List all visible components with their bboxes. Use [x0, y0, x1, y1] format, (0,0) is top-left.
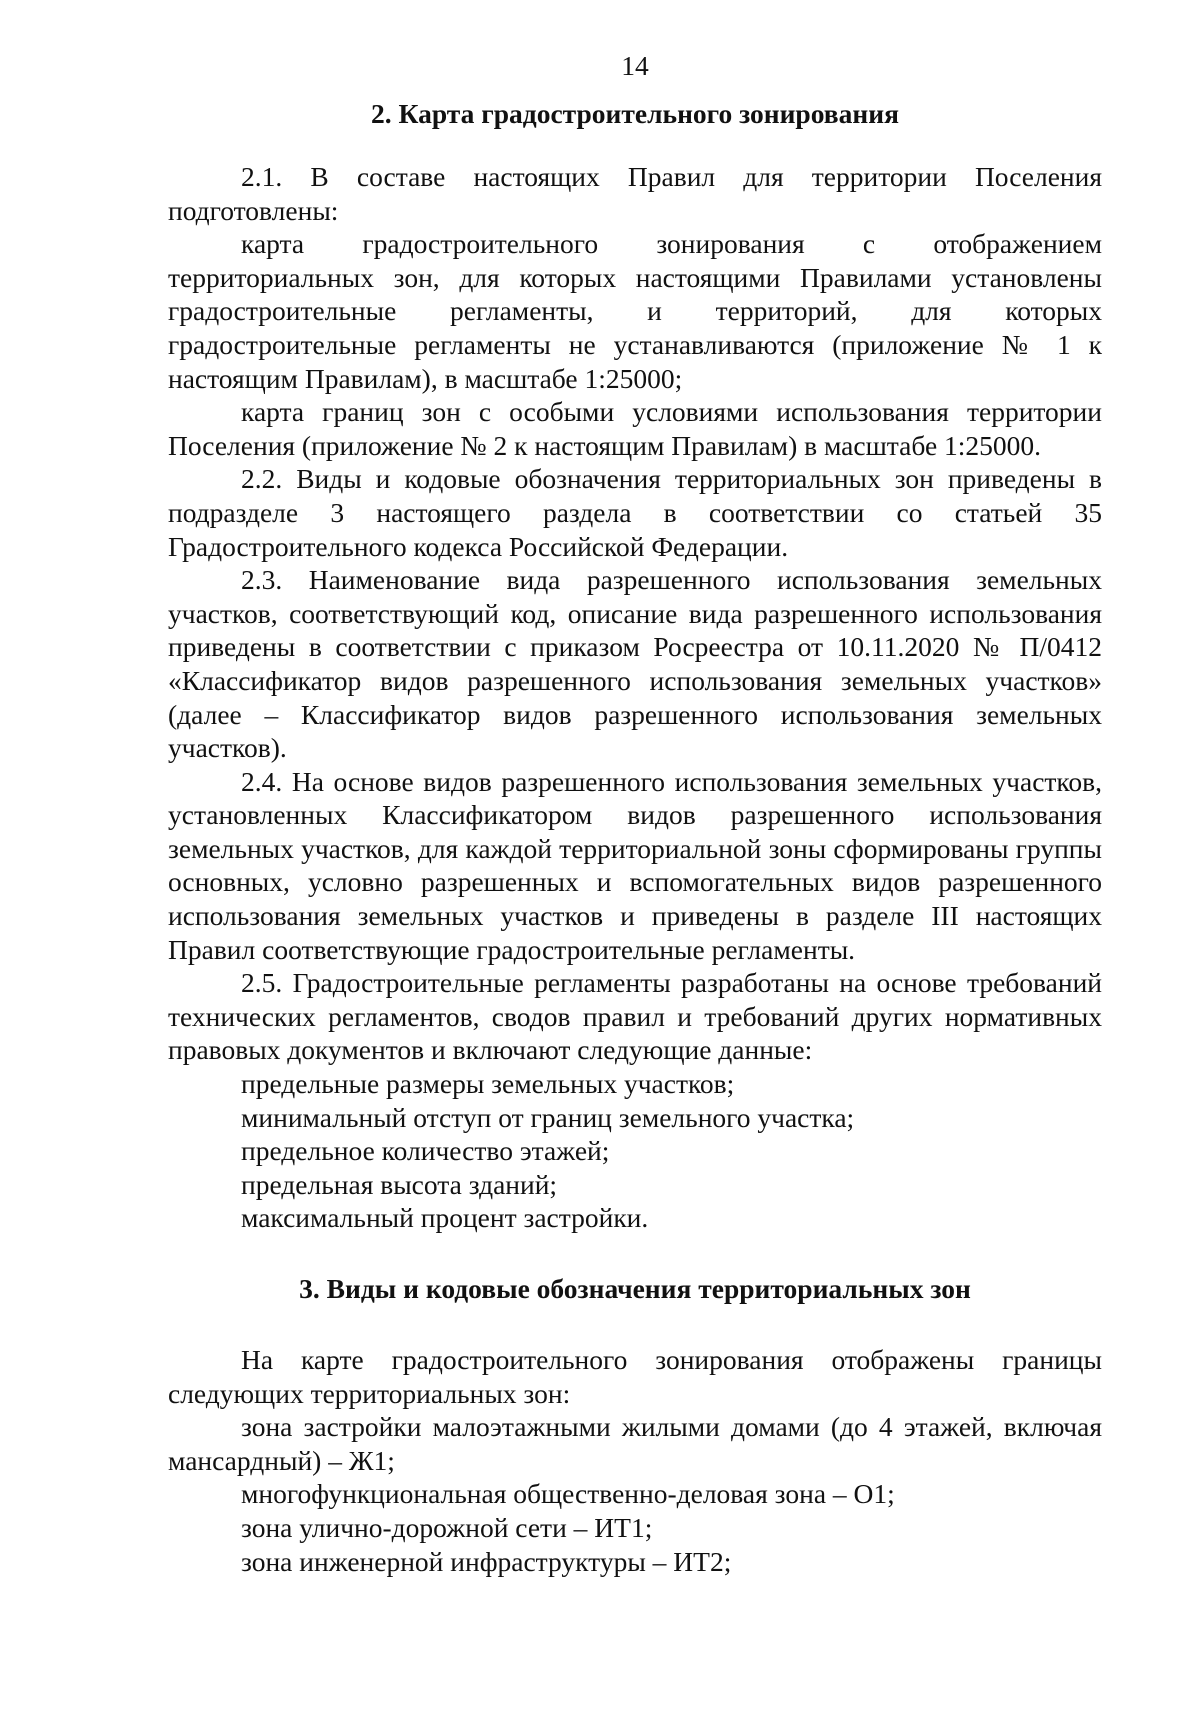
paragraph-map-zoning: карта градостроительного зонирования с отображением территориальных зон, для которых настоящими Правилами установлены градостроительные регламенты, и территорий, для которых градостроительные регламенты не устанавливаются (приложение № 1 к настоящим Правилам), в масштабе 1:25000; — [168, 228, 1102, 394]
zone-item-zh1: зона застройки малоэтажными жилыми домами (до 4 этажей, включая мансардный) – Ж1; — [168, 1411, 1102, 1476]
list-item-setback: минимальный отступ от границ земельного участка; — [241, 1101, 855, 1133]
paragraph-map-special-zones: карта границ зон с особыми условиями использования территории Поселения (приложение № 2 к настоящим Правилам) в масштабе 1:25000. — [168, 396, 1102, 461]
zone-item-it2: зона инженерной инфраструктуры – ИТ2; — [241, 1545, 732, 1577]
page-number: 14 — [621, 50, 649, 81]
list-item-floors: предельное количество этажей; — [241, 1135, 610, 1167]
paragraph-zones-intro: На карте градостроительного зонирования отображены границы следующих территориальных зон: — [168, 1344, 1102, 1409]
list-item-plot-sizes: предельные размеры земельных участков; — [241, 1068, 735, 1100]
zone-item-o1: многофункциональная общественно-деловая зона – О1; — [241, 1478, 895, 1510]
section-2-heading: 2. Карта градостроительного зонирования — [371, 98, 899, 129]
list-item-height: предельная высота зданий; — [241, 1168, 558, 1200]
page-content — [168, 46, 1102, 1578]
paragraph-2-5: 2.5. Градостроительные регламенты разработаны на основе требований технических регламентов, сводов правил и требований других нормативных правовых документов и включают следующие данные: — [168, 967, 1102, 1066]
paragraph-2-1: 2.1. В составе настоящих Правил для территории Поселения подготовлены: — [168, 161, 1102, 226]
zone-item-it1: зона улично-дорожной сети – ИТ1; — [241, 1511, 653, 1543]
paragraph-2-4: 2.4. На основе видов разрешенного использования земельных участков, установленных Классификатором видов разрешенного использования земельных участков, для каждой территориальной зоны сформированы группы основных, условно разрешенных и вспомогательных видов разрешенного использования земельных участков и приведены в разделе III настоящих Правил соответствующие градостроительные регламенты. — [168, 765, 1102, 965]
paragraph-2-3: 2.3. Наименование вида разрешенного использования земельных участков, соответствующий код, описание вида разрешенного использования приведены в соответствии с приказом Росреестра от 10.11.2020 № П/0412 «Классификатор видов разрешенного использования земельных участков» (далее – Классификатор видов разрешенного использования земельных участков). — [168, 564, 1102, 764]
list-item-coverage: максимальный процент застройки. — [241, 1202, 649, 1234]
section-3-heading: 3. Виды и кодовые обозначения территориальных зон — [299, 1273, 971, 1304]
paragraph-2-2: 2.2. Виды и кодовые обозначения территориальных зон приведены в подразделе 3 настоящего раздела в соответствии со статьей 35 Градостроительного кодекса Российской Федерации. — [168, 463, 1102, 562]
